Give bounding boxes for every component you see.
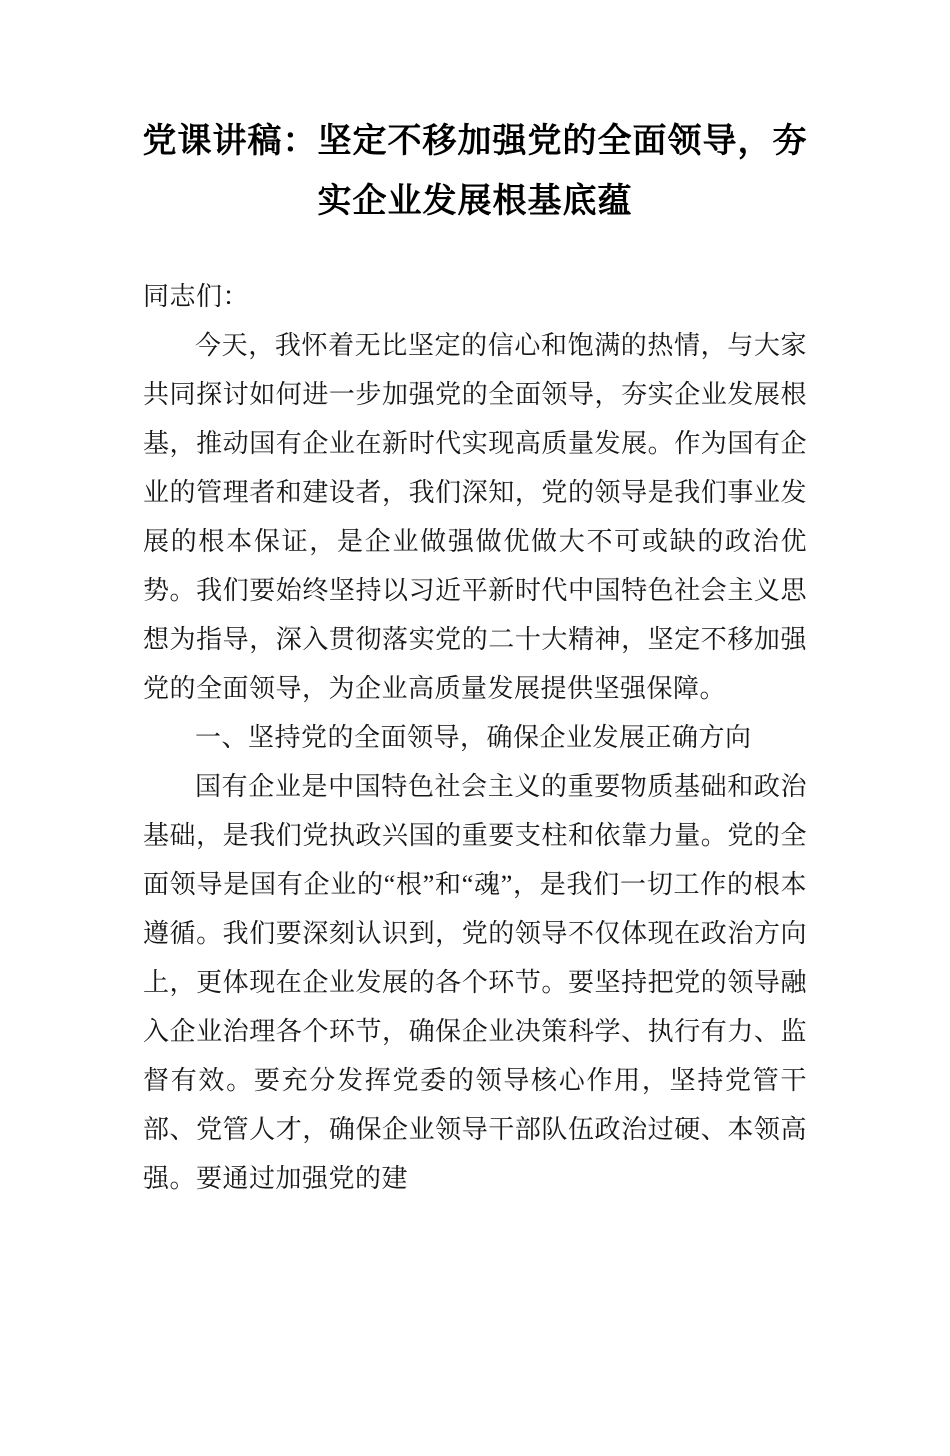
document-title: 党课讲稿：坚定不移加强党的全面领导，夯实企业发展根基底蕴 [142, 123, 808, 220]
salutation: 同志们： [143, 282, 250, 311]
document-page [0, 112, 950, 1456]
section-1-body: 国有企业是中国特色社会主义的重要物质基础和政治基础，是我们党执政兴国的重要支柱和依靠力量。党的全面领导是国有企业的“根”和“魂”，是我们一切工作的根本遵循。我们要深刻认识到，党的领导不仅体现在政治方向上，更体现在企业发展的各个环节。要坚持把党的领导融入企业治理各个环节，确保企业决策科学、执行有力、监督有效。要充分发挥党委的领导核心作用，坚持党管干部、党管人才，确保企业领导干部队伍政治过硬、本领高强。要通过加强党的建 [143, 772, 807, 1193]
opening-paragraph: 今天，我怀着无比坚定的信心和饱满的热情，与大家共同探讨如何进一步加强党的全面领导，夯实企业发展根基，推动国有企业在新时代实现高质量发展。作为国有企业的管理者和建设者，我们深知，党的领导是我们事业发展的根本保证，是企业做强做优做大不可或缺的政治优势。我们要始终坚持以习近平新时代中国特色社会主义思想为指导，深入贯彻落实党的二十大精神，坚定不移加强党的全面领导，为企业高质量发展提供坚强保障。 [143, 331, 807, 703]
section-1-heading: 一、坚持党的全面领导，确保企业发展正确方向 [195, 723, 752, 752]
